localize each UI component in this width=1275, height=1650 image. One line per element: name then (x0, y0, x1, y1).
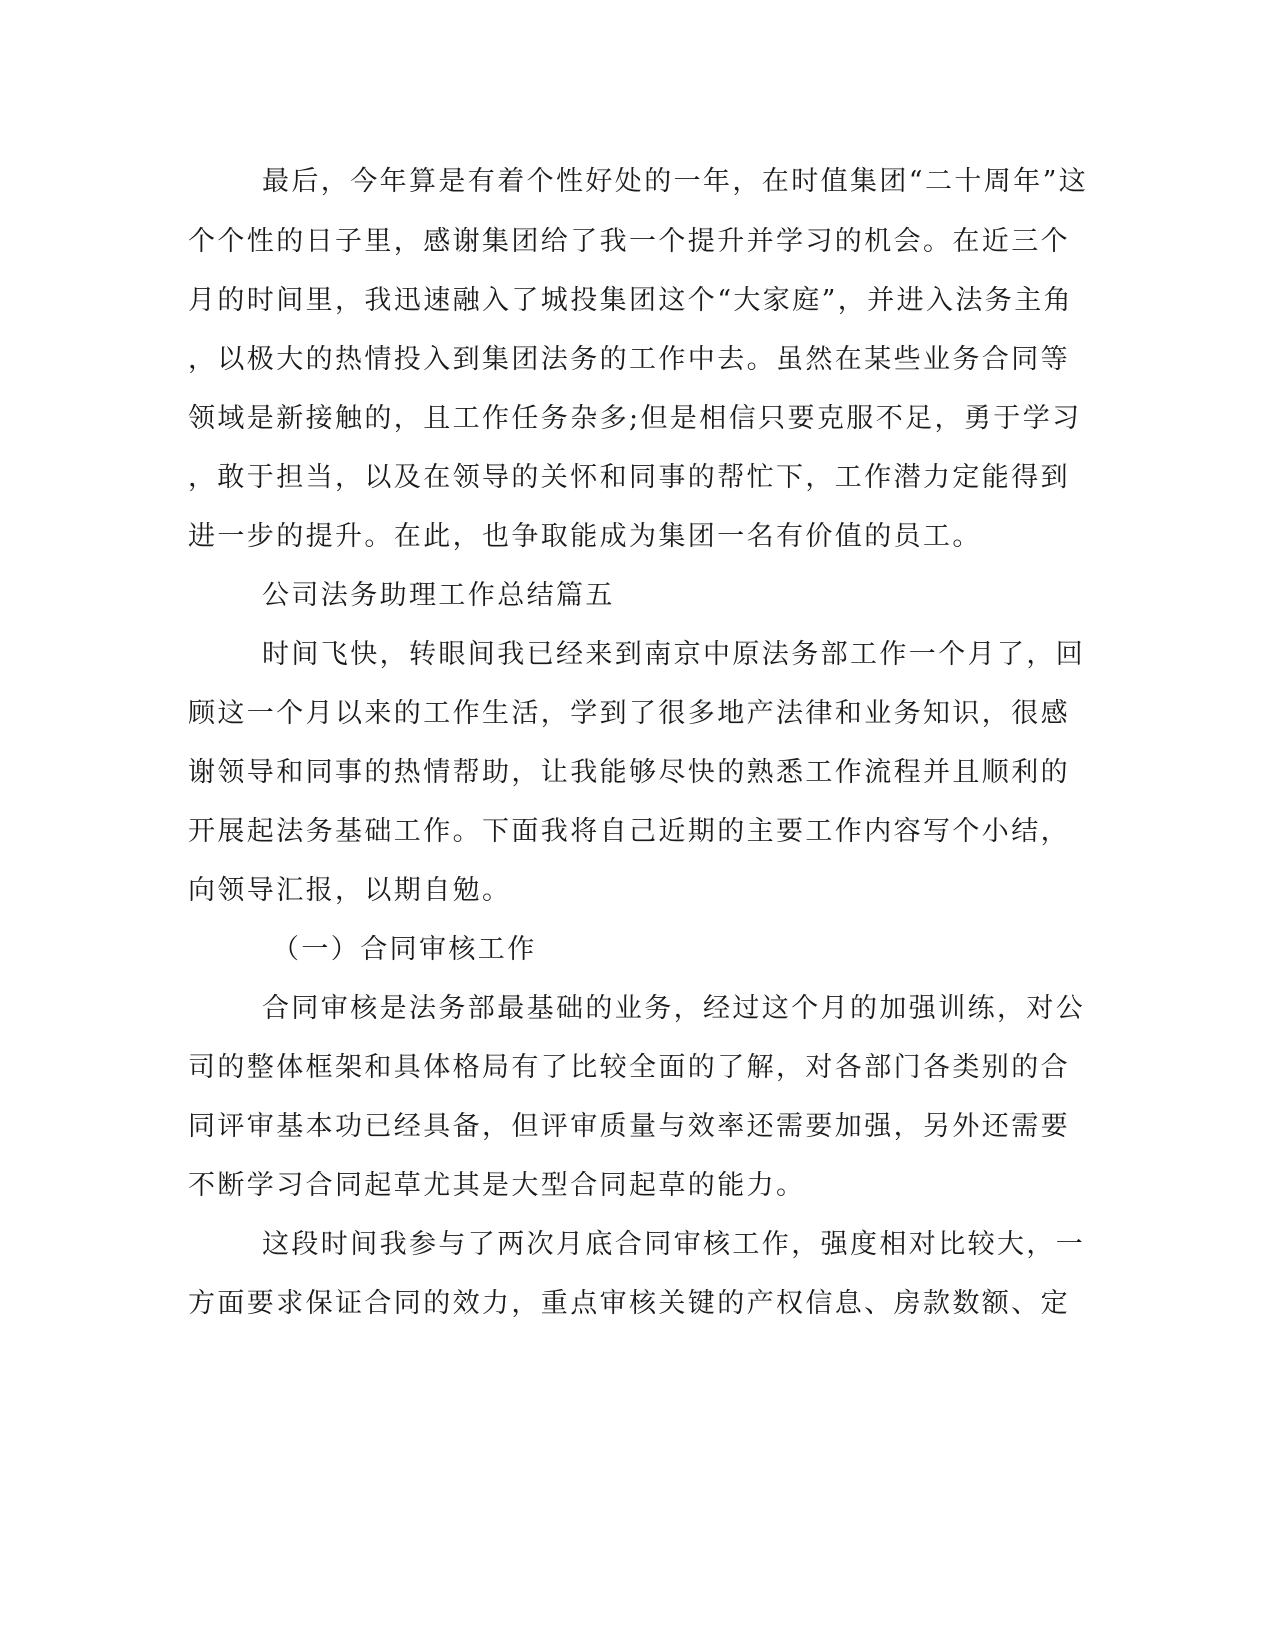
paragraph-line: 不断学习合同起草尤其是大型合同起草的能力。 (188, 1170, 806, 1201)
paragraph-line: 最后，今年算是有着个性好处的一年，在时值集团“二十周年”这 (262, 166, 1089, 197)
paragraph-line: 合同审核是法务部最基础的业务，经过这个月的加强训练，对公 (262, 993, 1086, 1024)
paragraph-line: 时间飞快，转眼间我已经来到南京中原法务部工作一个月了，回 (262, 639, 1086, 670)
paragraph-line: 个个性的日子里，感谢集团给了我一个提升并学习的机会。在近三个 (188, 226, 1070, 257)
paragraph-line: 谢领导和同事的热情帮助，让我能够尽快的熟悉工作流程并且顺利的 (188, 757, 1070, 788)
paragraph-line: 同评审基本功已经具备，但评审质量与效率还需要加强，另外还需要 (188, 1111, 1070, 1142)
paragraph-line: 顾这一个月以来的工作生活，学到了很多地产法律和业务知识，很感 (188, 698, 1070, 729)
subsection-heading: （一）合同审核工作 (272, 934, 537, 965)
paragraph-line: ，敢于担当，以及在领导的关怀和同事的帮忙下，工作潜力定能得到 (188, 462, 1070, 493)
paragraph-line: 开展起法务基础工作。下面我将自己近期的主要工作内容写个小结， (188, 816, 1070, 847)
paragraph-line: 这段时间我参与了两次月底合同审核工作，强度相对比较大，一 (262, 1229, 1086, 1260)
paragraph-line: 领域是新接触的，且工作任务杂多;但是相信只要克服不足，勇于学习 (188, 403, 1082, 434)
paragraph-line: 进一步的提升。在此，也争取能成为集团一名有价值的员工。 (188, 521, 982, 552)
paragraph-line: 方面要求保证合同的效力，重点审核关键的产权信息、房款数额、定 (188, 1288, 1070, 1319)
paragraph-line: 月的时间里，我迅速融入了城投集团这个“大家庭”，并进入法务主角 (188, 285, 1074, 316)
paragraph-line: 司的整体框架和具体格局有了比较全面的了解，对各部门各类别的合 (188, 1052, 1070, 1083)
paragraph-line: 向领导汇报，以期自勉。 (188, 875, 512, 906)
section-heading: 公司法务助理工作总结篇五 (262, 580, 615, 611)
paragraph-line: ，以极大的热情投入到集团法务的工作中去。虽然在某些业务合同等 (188, 344, 1070, 375)
